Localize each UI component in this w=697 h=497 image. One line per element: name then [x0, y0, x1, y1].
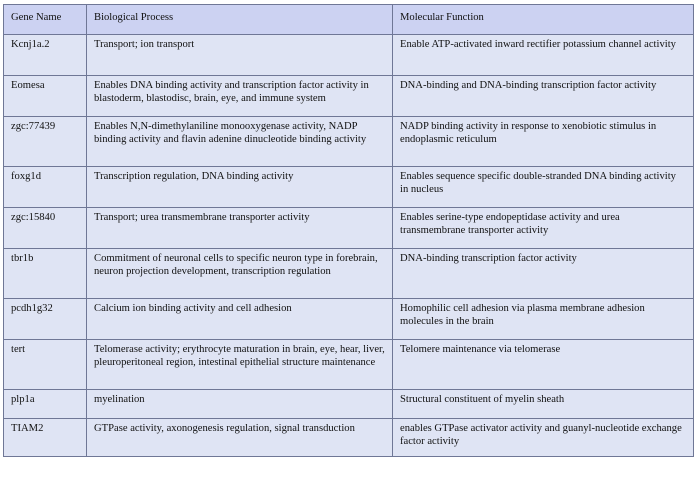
biological-process-cell: Transport; urea transmembrane transporter activity — [87, 208, 393, 249]
molecular-function-cell: NADP binding activity in response to xenobiotic stimulus in endoplasmic reticulum — [393, 117, 694, 167]
gene-name-cell: zgc:77439 — [4, 117, 87, 167]
gene-name-cell: TIAM2 — [4, 419, 87, 457]
biological-process-cell: Enables N,N-dimethylaniline monooxygenase activity, NADP binding activity and flavin adenine dinucleotide binding activity — [87, 117, 393, 167]
table-row — [4, 419, 694, 457]
table-row — [4, 390, 694, 419]
biological-process-cell: GTPase activity, axonogenesis regulation, signal transduction — [87, 419, 393, 457]
header-molecular-function: Molecular Function — [393, 5, 694, 35]
biological-process-cell: myelination — [87, 390, 393, 419]
molecular-function-cell: Enable ATP-activated inward rectifier potassium channel activity — [393, 35, 694, 76]
header-gene-name: Gene Name — [4, 5, 87, 35]
gene-name-cell: foxg1d — [4, 167, 87, 208]
table-row — [4, 340, 694, 390]
table-row — [4, 117, 694, 167]
gene-name-cell: Kcnj1a.2 — [4, 35, 87, 76]
gene-table-container — [3, 4, 693, 457]
table-row — [4, 208, 694, 249]
header-biological-process: Biological Process — [87, 5, 393, 35]
gene-name-cell: tert — [4, 340, 87, 390]
molecular-function-cell: DNA-binding and DNA-binding transcription factor activity — [393, 76, 694, 117]
gene-name-cell: Eomesa — [4, 76, 87, 117]
molecular-function-cell: DNA-binding transcription factor activity — [393, 249, 694, 299]
molecular-function-cell: Structural constituent of myelin sheath — [393, 390, 694, 419]
biological-process-cell: Transport; ion transport — [87, 35, 393, 76]
molecular-function-cell: Enables serine-type endopeptidase activity and urea transmembrane transporter activity — [393, 208, 694, 249]
biological-process-cell: Commitment of neuronal cells to specific neuron type in forebrain, neuron projection development, transcription regulation — [87, 249, 393, 299]
biological-process-cell: Calcium ion binding activity and cell adhesion — [87, 299, 393, 340]
gene-name-cell: plp1a — [4, 390, 87, 419]
table-row — [4, 167, 694, 208]
gene-name-cell: zgc:15840 — [4, 208, 87, 249]
gene-name-cell: pcdh1g32 — [4, 299, 87, 340]
header-row — [4, 5, 694, 35]
table-row — [4, 35, 694, 76]
biological-process-cell: Telomerase activity; erythrocyte maturation in brain, eye, hear, liver, pleuroperitoneal region, intestinal epithelial structure maintenance — [87, 340, 393, 390]
molecular-function-cell: enables GTPase activator activity and guanyl-nucleotide exchange factor activity — [393, 419, 694, 457]
table-row — [4, 76, 694, 117]
molecular-function-cell: Telomere maintenance via telomerase — [393, 340, 694, 390]
molecular-function-cell: Enables sequence specific double-stranded DNA binding activity in nucleus — [393, 167, 694, 208]
table-row — [4, 299, 694, 340]
molecular-function-cell: Homophilic cell adhesion via plasma membrane adhesion molecules in the brain — [393, 299, 694, 340]
biological-process-cell: Enables DNA binding activity and transcription factor activity in blastoderm, blastodisc, brain, eye, and immune system — [87, 76, 393, 117]
gene-function-table — [3, 4, 694, 457]
gene-name-cell: tbr1b — [4, 249, 87, 299]
table-row — [4, 249, 694, 299]
biological-process-cell: Transcription regulation, DNA binding activity — [87, 167, 393, 208]
